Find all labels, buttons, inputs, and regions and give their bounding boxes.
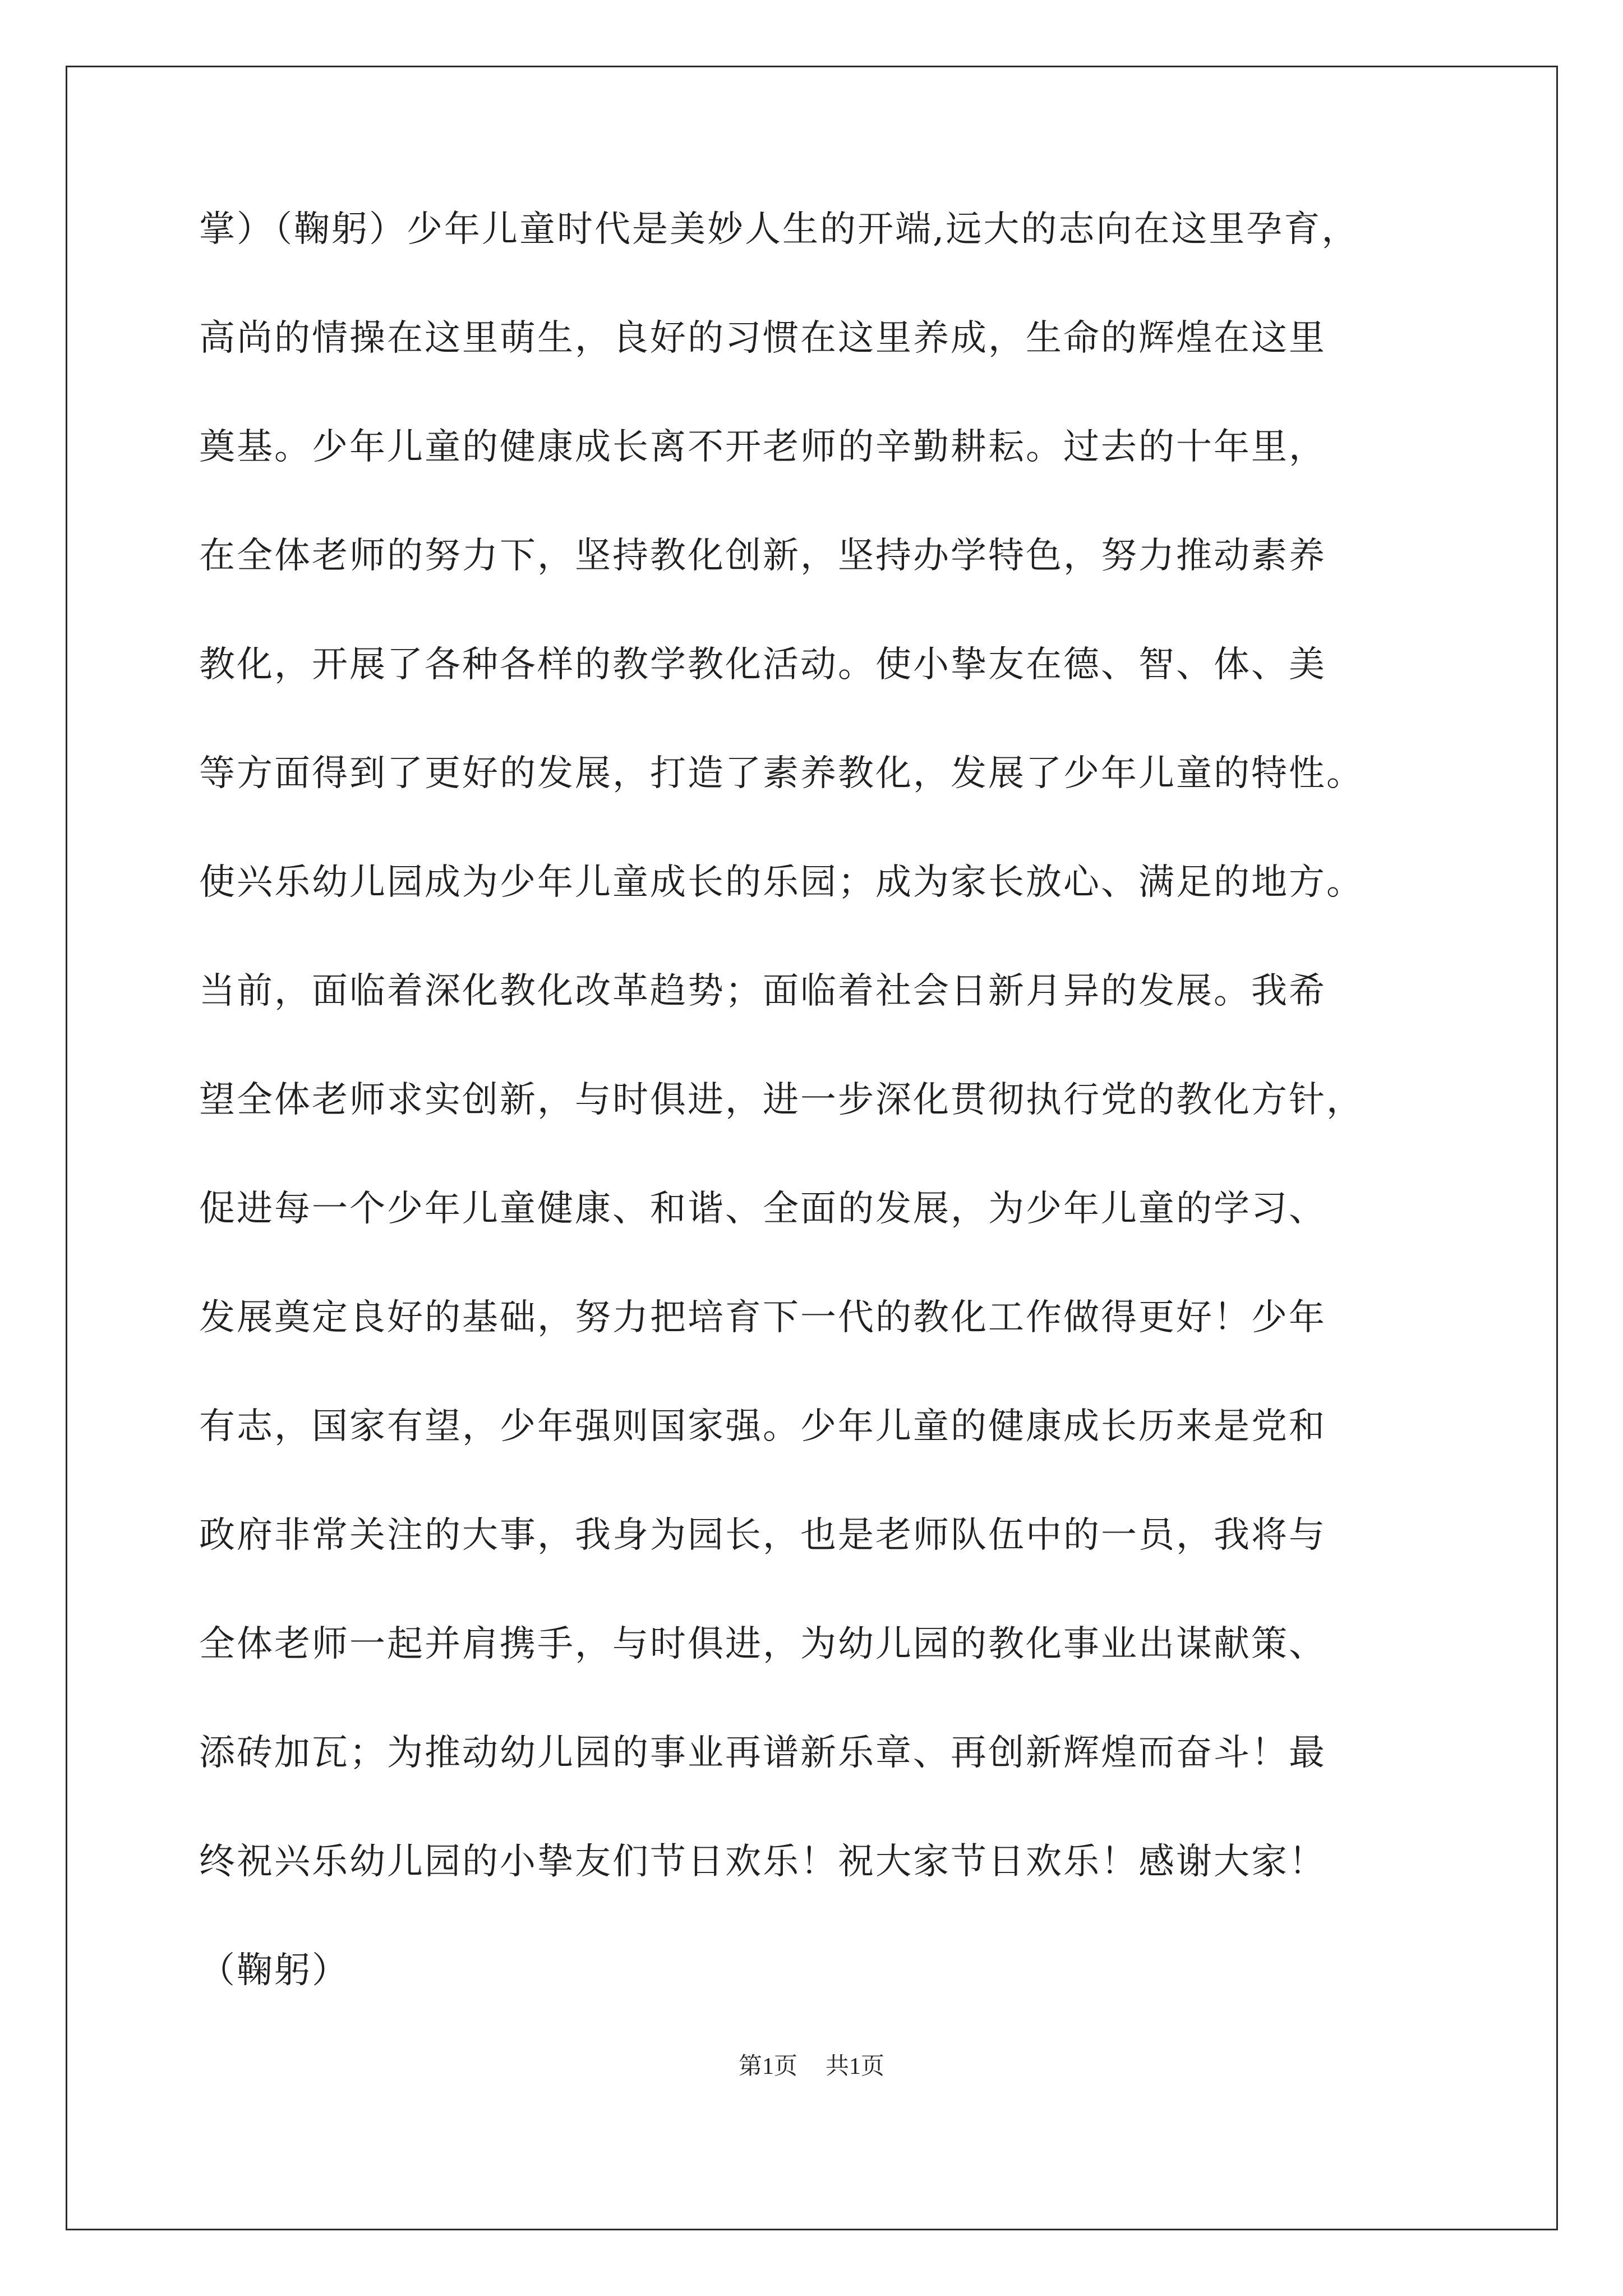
text-line: （鞠躬） bbox=[199, 1950, 349, 1991]
text-line: 政府非常关注的大事，我身为园长，也是老师队伍中的一员，我将与 bbox=[199, 1515, 1326, 1556]
text-line: 有志，国家有望，少年强则国家强。少年儿童的健康成长历来是党和 bbox=[199, 1406, 1326, 1447]
page-footer bbox=[0, 2047, 1623, 2081]
text-line: 等方面得到了更好的发展，打造了素养教化，发展了少年儿童的特性。 bbox=[199, 753, 1364, 794]
text-line: 促进每一个少年儿童健康、和谐、全面的发展，为少年儿童的学习、 bbox=[199, 1188, 1326, 1230]
text-line: 在全体老师的努力下，坚持教化创新，坚持办学特色，努力推动素养 bbox=[199, 535, 1326, 577]
text-line: 掌）（鞠躬）少年儿童时代是美妙人生的开端,远大的志向在这里孕育， bbox=[199, 209, 1359, 250]
text-line: 教化，开展了各种各样的教学教化活动。使小挚友在德、智、体、美 bbox=[199, 644, 1326, 685]
text-line: 望全体老师求实创新，与时俱进，进一步深化贯彻执行党的教化方针， bbox=[199, 1079, 1364, 1121]
text-line: 发展奠定良好的基础，努力把培育下一代的教化工作做得更好！少年 bbox=[199, 1297, 1326, 1338]
text-line: 当前，面临着深化教化改革趋势；面临着社会日新月异的发展。我希 bbox=[199, 970, 1326, 1012]
text-line: 添砖加瓦；为推动幼儿园的事业再谱新乐章、再创新辉煌而奋斗！最 bbox=[199, 1732, 1326, 1774]
page-number-current: 第1页 bbox=[738, 2054, 797, 2079]
document-body bbox=[199, 175, 1461, 2025]
text-line: 使兴乐幼儿园成为少年儿童成长的乐园；成为家长放心、满足的地方。 bbox=[199, 862, 1364, 903]
text-line: 全体老师一起并肩携手，与时俱进，为幼儿园的教化事业出谋献策、 bbox=[199, 1623, 1326, 1665]
text-line: 奠基。少年儿童的健康成长离不开老师的辛勤耕耘。过去的十年里， bbox=[199, 426, 1326, 468]
text-line: 高尚的情操在这里萌生，良好的习惯在这里养成，生命的辉煌在这里 bbox=[199, 318, 1326, 359]
text-line: 终祝兴乐幼儿园的小挚友们节日欢乐！祝大家节日欢乐！感谢大家！ bbox=[199, 1841, 1326, 1883]
page-number-total: 共1页 bbox=[826, 2054, 885, 2079]
